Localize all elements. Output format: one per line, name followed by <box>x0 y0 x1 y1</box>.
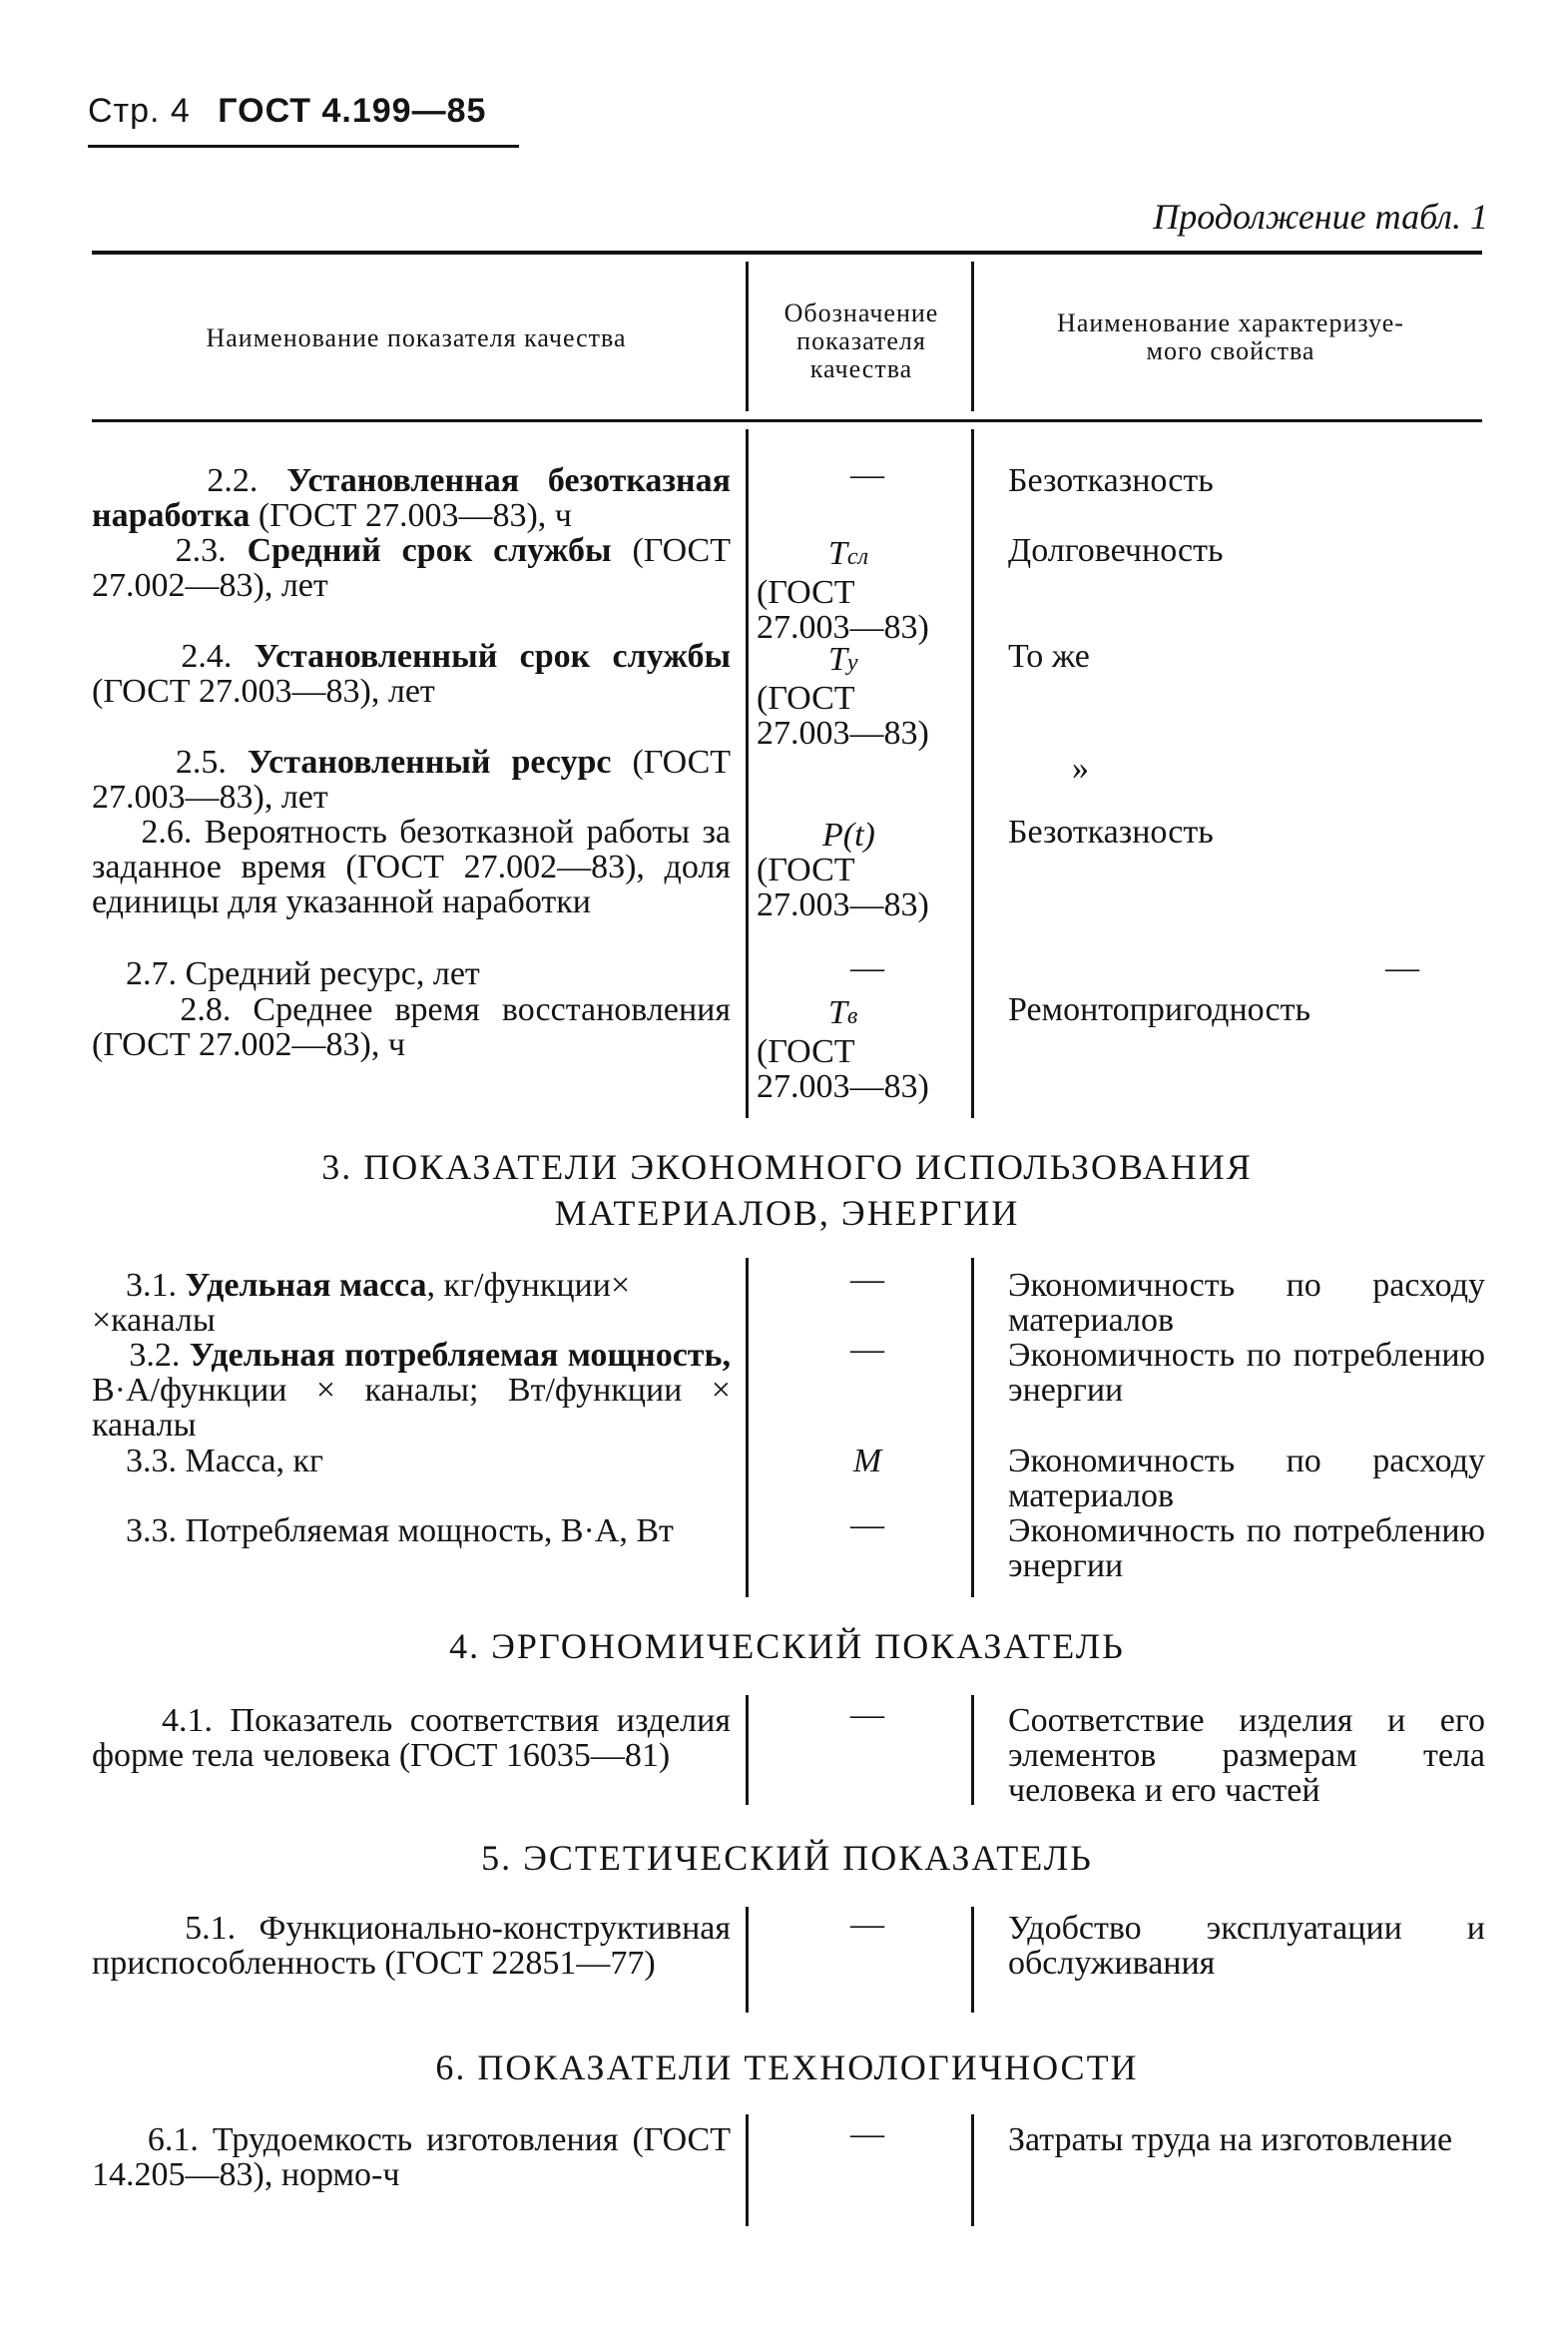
property-3-1: Экономичность по расходу материалов <box>1008 1267 1485 1339</box>
header-divider-1 <box>746 262 749 411</box>
page-number: Стр. 4 <box>88 92 191 130</box>
designation-4-1: — <box>850 1696 884 1733</box>
indicator-2-8: 2.8. Среднее время восстановления (ГОСТ 27.002—83), ч <box>92 991 731 1063</box>
section-3-title-line2: МАТЕРИАЛОВ, ЭНЕРГИИ <box>554 1193 1020 1233</box>
property-2-7: — <box>1385 949 1419 986</box>
property-2-3: Долговечность <box>1008 532 1224 569</box>
property-2-5: » <box>1072 750 1089 787</box>
s3-divider-2 <box>971 1258 974 1597</box>
property-2-6: Безотказность <box>1008 814 1214 851</box>
property-2-4: То же <box>1008 638 1090 675</box>
body-divider-1 <box>746 429 749 1118</box>
header-rule <box>88 145 519 148</box>
designation-2-7: — <box>850 949 884 986</box>
designation-3-2: — <box>850 1331 884 1368</box>
designation-2-3: Тсл (ГОСТ 27.003—83) <box>757 535 929 646</box>
indicator-3-3-mass: 3.3. Масса, кг <box>92 1443 323 1479</box>
designation-2-8: Тв (ГОСТ 27.003—83) <box>757 994 929 1105</box>
indicator-2-4: 2.4. Установленный срок службы (ГОСТ 27.003—83), лет <box>92 638 732 710</box>
designation-2-6: P(t) (ГОСТ 27.003—83) <box>757 817 929 923</box>
property-6-1: Затраты труда на изготовление <box>1008 2121 1453 2158</box>
indicator-4-1: 4.1. Показатель соответствия изделия форме тела человека (ГОСТ 16035—81) <box>92 1702 731 1774</box>
designation-3-3-power: — <box>850 1506 884 1543</box>
s5-divider-1 <box>746 1907 749 2013</box>
section-6-title: 6. ПОКАЗАТЕЛИ ТЕХНОЛОГИЧНОСТИ <box>435 2047 1139 2087</box>
designation-3-3-mass: М <box>852 1443 882 1479</box>
section-5-title: 5. ЭСТЕТИЧЕСКИЙ ПОКАЗАТЕЛЬ <box>481 1838 1093 1878</box>
column-header-name: Наименование показателя качества <box>206 323 627 352</box>
designation-6-1: — <box>850 2115 884 2152</box>
indicator-3-2: 3.2. Удельная потребляемая мощность, В·А/функции × каналы; Вт/функции × каналы <box>92 1337 731 1444</box>
indicator-3-3-power: 3.3. Потребляемая мощность, В·А, Вт <box>92 1512 674 1549</box>
section-4-title: 4. ЭРГОНОМИЧЕСКИЙ ПОКАЗАТЕЛЬ <box>449 1626 1125 1666</box>
indicator-6-1: 6.1. Трудоемкость изготовления (ГОСТ 14.205—83), нормо-ч <box>92 2121 731 2193</box>
designation-3-1: — <box>850 1261 884 1298</box>
header-divider-2 <box>971 262 974 411</box>
indicator-2-2: 2.2. Установленная безотказная наработка (ГОСТ 27.003—83), ч <box>92 462 732 534</box>
indicator-2-6: 2.6. Вероятность безотказной работы за заданное время (ГОСТ 27.002—83), доля единицы для указанной наработки <box>92 814 731 920</box>
designation-2-2: — <box>850 456 884 493</box>
property-2-2: Безотказность <box>1008 462 1214 499</box>
property-3-2: Экономичность по потреблению энергии <box>1008 1337 1485 1409</box>
indicator-2-5: 2.5. Установленный ресурс (ГОСТ 27.003—83), лет <box>92 744 732 816</box>
standard-number: ГОСТ 4.199—85 <box>218 92 487 130</box>
column-header-designation: Обозначение показателя качества <box>784 298 939 383</box>
designation-2-4: Ту (ГОСТ 27.003—83) <box>757 641 929 752</box>
table-header-rule <box>92 419 1482 422</box>
property-3-3-mass: Экономичность по расходу материалов <box>1008 1443 1485 1514</box>
property-5-1: Удобство эксплуатации и обслуживания <box>1008 1910 1485 1982</box>
property-3-3-power: Экономичность по потреблению энергии <box>1008 1512 1485 1584</box>
property-4-1: Соответствие изделия и его элементов размерам тела человека и его частей <box>1008 1702 1485 1809</box>
indicator-5-1: 5.1. Функционально-конструктивная приспособленность (ГОСТ 22851—77) <box>92 1910 731 1982</box>
running-header <box>88 92 486 131</box>
indicator-3-1: 3.1. Удельная масса, кг/функции× ×каналы <box>92 1267 631 1339</box>
s4-divider-1 <box>746 1695 749 1805</box>
s6-divider-1 <box>746 2114 749 2226</box>
property-2-8: Ремонтопригодность <box>1008 991 1310 1028</box>
column-header-property: Наименование характеризуе- мого свойства <box>1057 308 1404 365</box>
indicator-2-3: 2.3. Средний срок службы (ГОСТ 27.002—83), лет <box>92 532 732 604</box>
s3-divider-1 <box>746 1258 749 1597</box>
section-3-title <box>92 1144 1482 1236</box>
table-continuation-label: Продолжение табл. 1 <box>1153 197 1488 237</box>
section-3-title-line1: 3. ПОКАЗАТЕЛИ ЭКОНОМНОГО ИСПОЛЬЗОВАНИЯ <box>321 1147 1253 1187</box>
table-top-rule <box>92 251 1482 255</box>
indicator-2-7: 2.7. Средний ресурс, лет <box>92 955 480 992</box>
designation-5-1: — <box>850 1906 884 1943</box>
